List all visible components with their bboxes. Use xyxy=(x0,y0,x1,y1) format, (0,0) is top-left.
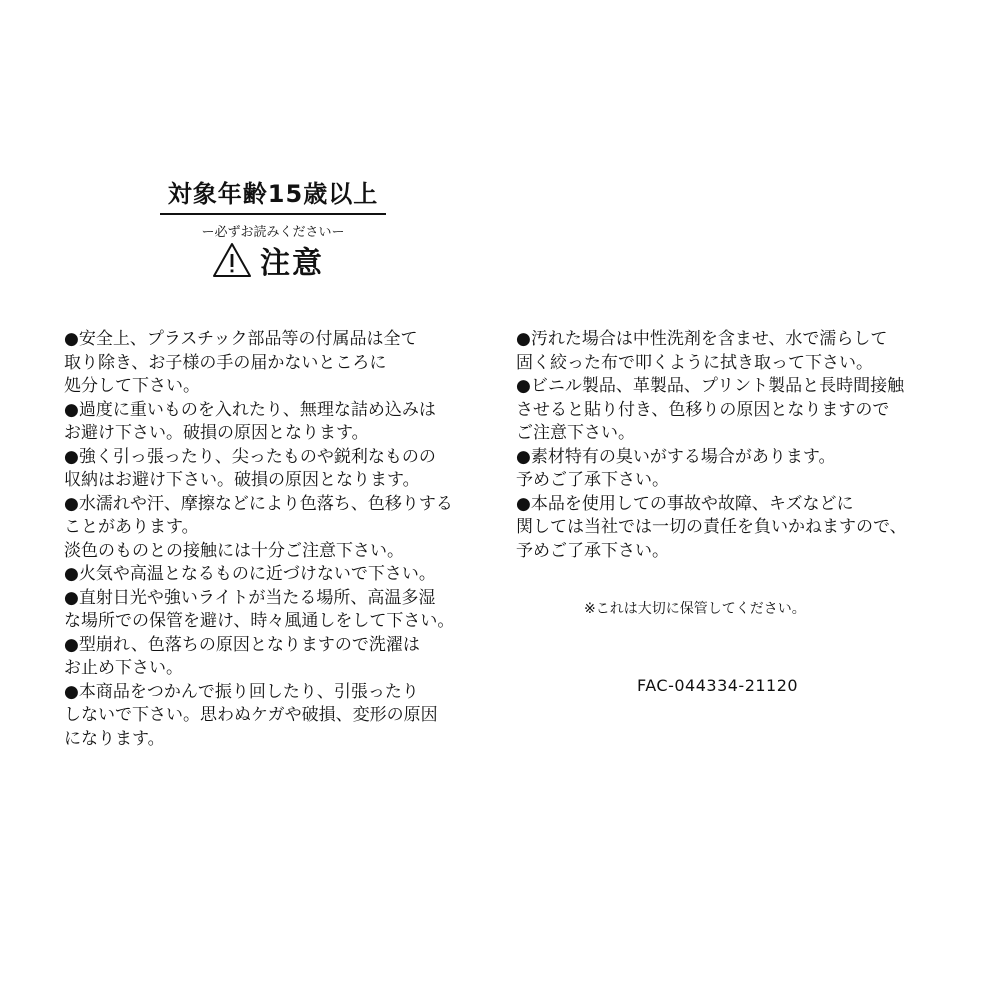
caution-list-left xyxy=(64,328,484,751)
caution-line: ●水濡れや汗、摩擦などにより色落ち、色移りする xyxy=(64,493,453,514)
caution-line: 淡色のものとの接触には十分ご注意下さい。 xyxy=(64,540,404,561)
caution-line: しないで下さい。思わぬケガや破損、変形の原因 xyxy=(64,705,438,725)
caution-line: 予めご了承下さい。 xyxy=(516,540,669,561)
product-code: FAC-044334-21120 xyxy=(637,676,799,695)
caution-line: ●本品を使用しての事故や故障、キズなどに xyxy=(516,493,854,514)
caution-list-right xyxy=(516,328,956,563)
caution-line: させると貼り付き、色移りの原因となりますので xyxy=(516,399,890,420)
please-read-subtitle: ー必ずお読みくださいー xyxy=(201,225,345,240)
caution-line: ●火気や高温となるものに近づけないで下さい。 xyxy=(64,564,436,584)
caution-line: 関しては当社では一切の責任を負いかねますので、 xyxy=(516,517,907,537)
caution-line: ことがあります。 xyxy=(64,517,199,537)
caution-line: ●安全上、プラスチック部品等の付属品は全て xyxy=(64,329,418,349)
caution-line: ●汚れた場合は中性洗剤を含ませ、水で濡らして xyxy=(516,329,888,349)
caution-line: 取り除き、お子様の手の届かないところに xyxy=(64,352,387,373)
caution-line: ●素材特有の臭いがする場合があります。 xyxy=(516,446,836,467)
caution-line: 収納はお避け下さい。破損の原因となります。 xyxy=(64,470,420,490)
caution-line: お止め下さい。 xyxy=(64,658,183,678)
caution-line: 固く絞った布で叩くように拭き取って下さい。 xyxy=(516,352,873,373)
keep-notice: ※これは大切に保管してください。 xyxy=(584,601,806,617)
age-header xyxy=(160,174,386,240)
age-title: 対象年齢15歳以上 xyxy=(160,174,386,215)
caution-line: ●本商品をつかんで振り回したり、引張ったり xyxy=(64,681,419,702)
caution-line: 処分して下さい。 xyxy=(64,376,200,396)
caution-line: ●ビニル製品、革製品、プリント製品と長時間接触 xyxy=(516,376,905,396)
caution-line: 予めご了承下さい。 xyxy=(516,470,669,490)
warning-triangle-icon xyxy=(212,242,252,278)
caution-line: ●強く引っ張ったり、尖ったものや鋭利なものの xyxy=(64,446,436,467)
caution-line: ●過度に重いものを入れたり、無理な詰め込みは xyxy=(64,399,436,420)
caution-heading xyxy=(212,238,324,282)
caution-label: 注意 xyxy=(260,246,324,281)
caution-line: ご注意下さい。 xyxy=(516,423,635,443)
caution-line: になります。 xyxy=(64,728,165,749)
caution-line: お避け下さい。破損の原因となります。 xyxy=(64,423,369,443)
caution-line: ●型崩れ、色落ちの原因となりますので洗濯は xyxy=(64,634,420,655)
caution-line: な場所での保管を避け、時々風通しをして下さい。 xyxy=(64,611,455,631)
caution-line: ●直射日光や強いライトが当たる場所、高温多湿 xyxy=(64,587,436,608)
